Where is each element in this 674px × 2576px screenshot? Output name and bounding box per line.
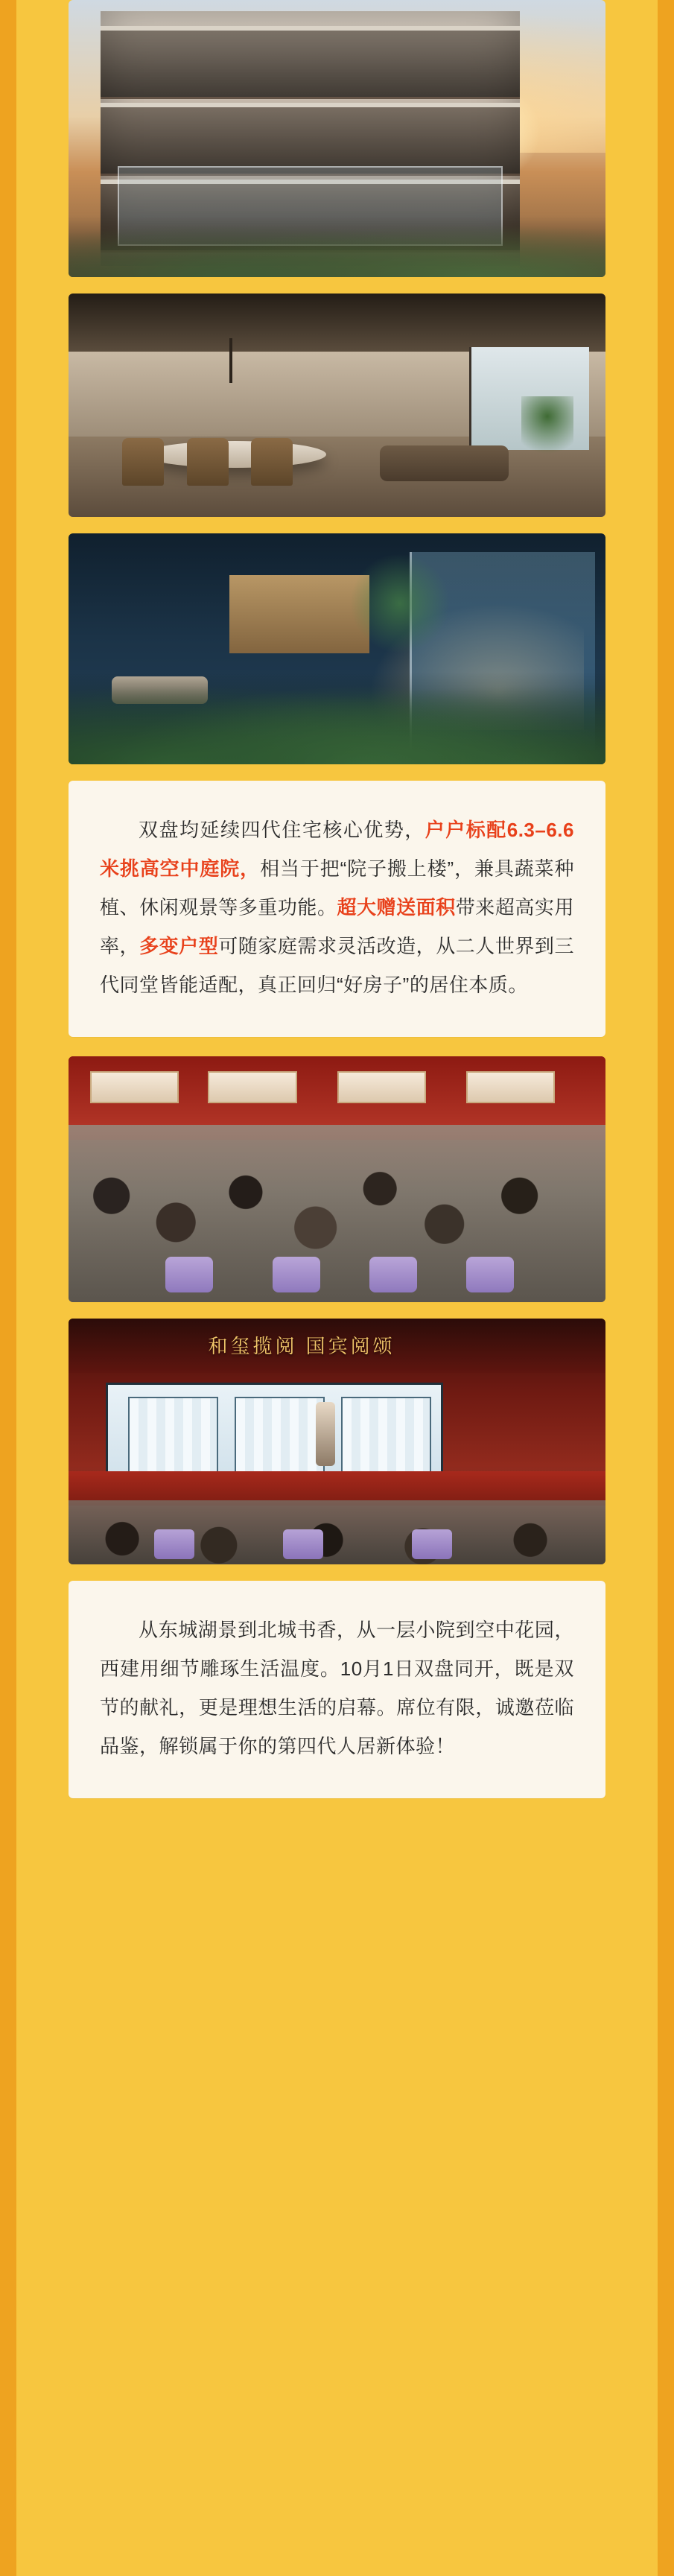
product-presentation-photo <box>69 1319 605 1564</box>
highlighted-text: 户户标配6.3–6.6米挑高空中庭院， <box>100 819 574 880</box>
sales-center-crowd-photo <box>69 1056 605 1302</box>
bottom-spacer <box>69 1818 605 1847</box>
interior-living-dining-photo <box>69 294 605 517</box>
sky-courtyard-photo <box>69 533 605 764</box>
highlighted-text: 超大赠送面积 <box>337 896 456 919</box>
building-exterior-photo <box>69 0 605 277</box>
body-text: 双盘均延续四代住宅核心优势， <box>139 819 425 841</box>
presentation-overlay-title: 和玺揽阅 国宾阅颂 <box>208 1334 395 1357</box>
feature-paragraph <box>100 810 574 1004</box>
body-text: 从东城湖景到北城书香，从一层小院到空中花园，西建用细节雕琢生活温度。10月1日双盘同开，既是双节的献礼，更是理想生活的启幕。席位有限，诚邀莅临品鉴，解锁属于你的第四代人居新体验！ <box>100 1619 574 1757</box>
highlighted-text: 多变户型 <box>139 935 219 957</box>
body-text: 带来超高实用率， <box>100 896 574 957</box>
body-text: 可随家庭需求灵活改造，从二人世界到三代同堂皆能适配，真正回归“好房子”的居住本质。 <box>100 935 574 996</box>
closing-text-card <box>69 1581 605 1798</box>
closing-paragraph <box>100 1611 574 1766</box>
feature-text-card <box>69 781 605 1037</box>
body-text: 相当于把“院子搬上楼”，兼具蔬菜种植、休闲观景等多重功能。 <box>100 857 574 919</box>
